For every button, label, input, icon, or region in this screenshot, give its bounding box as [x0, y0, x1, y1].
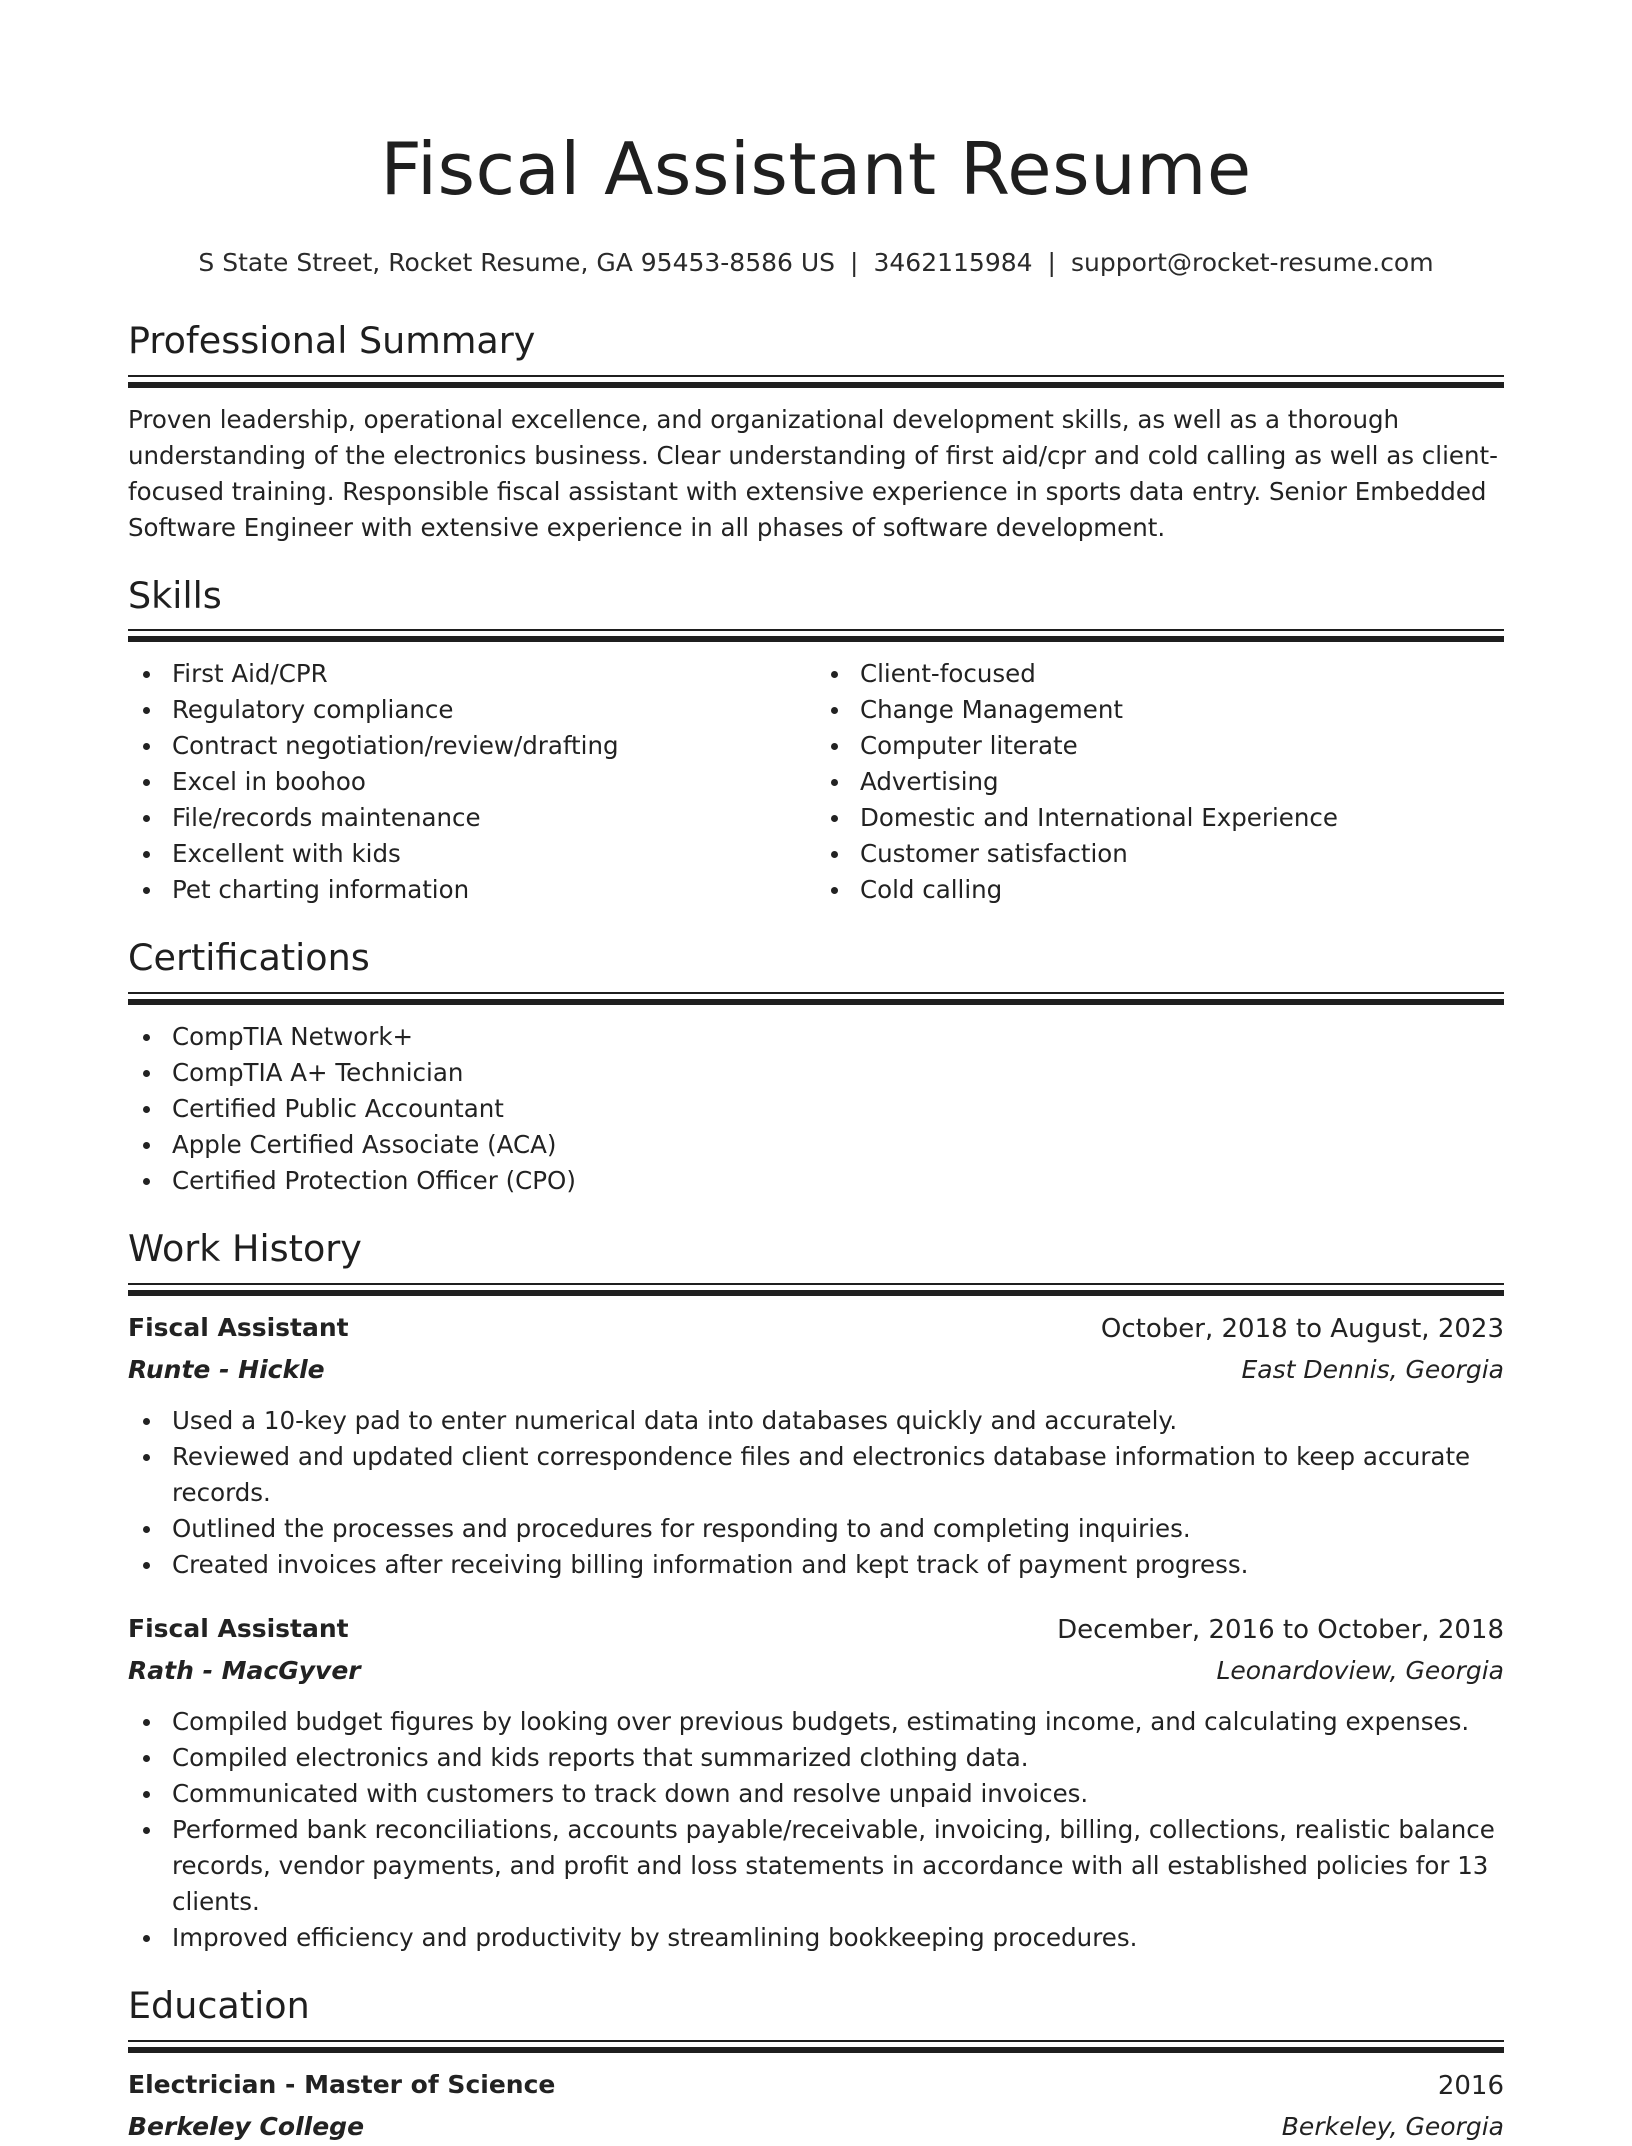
skill-item: Computer literate — [816, 728, 1504, 764]
skills-list-right — [816, 656, 1504, 908]
job-bullet: Compiled electronics and kids reports that summarized clothing data. — [128, 1740, 1504, 1776]
job-bullet: Outlined the processes and procedures for responding to and completing inquiries. — [128, 1511, 1504, 1547]
summary-section — [128, 319, 1504, 546]
section-heading-summary: Professional Summary — [128, 318, 536, 362]
section-rule — [128, 1283, 1504, 1296]
certification-item: CompTIA Network+ — [128, 1019, 1504, 1055]
contact-separator: | — [850, 248, 859, 277]
job-bullet: Reviewed and updated client correspondence files and electronics database information to keep accurate records. — [128, 1439, 1504, 1511]
skills-section — [128, 574, 1504, 909]
job-header — [128, 1310, 1504, 1348]
job-bullets — [128, 1704, 1504, 1956]
job-bullet: Performed bank reconciliations, accounts payable/receivable, invoicing, billing, collections, realistic balance records, vendor payments, and profit and loss statements in accordance with all established policies for 13 clients. — [128, 1812, 1504, 1920]
job-bullet: Created invoices after receiving billing information and kept track of payment progress. — [128, 1547, 1504, 1583]
resume-title: Fiscal Assistant Resume — [380, 127, 1252, 211]
education-location: Berkeley, Georgia — [1281, 2111, 1504, 2141]
skill-item: Client-focused — [816, 656, 1504, 692]
contact-phone: 3462115984 — [873, 248, 1033, 277]
job-entry — [128, 1310, 1504, 1583]
job-bullet: Compiled budget figures by looking over previous budgets, estimating income, and calculating expenses. — [128, 1704, 1504, 1740]
skill-item: Excellent with kids — [128, 836, 816, 872]
skill-item: File/records maintenance — [128, 800, 816, 836]
skill-item: Cold calling — [816, 872, 1504, 908]
job-title: Fiscal Assistant — [128, 1312, 349, 1342]
skill-item: Excel in boohoo — [128, 764, 816, 800]
skill-item: Advertising — [816, 764, 1504, 800]
job-entry — [128, 1611, 1504, 1956]
certification-item: CompTIA A+ Technician — [128, 1055, 1504, 1091]
contact-email: support@rocket-resume.com — [1070, 248, 1434, 277]
contact-line — [128, 245, 1504, 282]
skill-item: Contract negotiation/review/drafting — [128, 728, 816, 764]
education-entry — [128, 2067, 1504, 2146]
section-rule — [128, 375, 1504, 388]
job-location: Leonardoview, Georgia — [1216, 1656, 1504, 1686]
contact-address: S State Street, Rocket Resume, GA 95453-8586 US — [198, 248, 836, 277]
section-rule — [128, 2040, 1504, 2053]
section-heading-skills: Skills — [128, 573, 222, 617]
job-title: Fiscal Assistant — [128, 1613, 349, 1643]
section-heading-education: Education — [128, 1983, 310, 2027]
job-dates: October, 2018 to August, 2023 — [1100, 1313, 1504, 1344]
certifications-section — [128, 936, 1504, 1199]
skill-item: Regulatory compliance — [128, 692, 816, 728]
skill-item: Change Management — [816, 692, 1504, 728]
education-section — [128, 1984, 1504, 2146]
job-company: Runte - Hickle — [128, 1355, 325, 1385]
education-header — [128, 2067, 1504, 2105]
job-location: East Dennis, Georgia — [1241, 1355, 1504, 1385]
work-history-section — [128, 1227, 1504, 1956]
education-subheader — [128, 2109, 1504, 2146]
job-bullet: Communicated with customers to track down and resolve unpaid invoices. — [128, 1776, 1504, 1812]
summary-text: Proven leadership, operational excellence, and organizational development skills, as well as a thorough understanding of the electronics business. Clear understanding of first aid/cpr and cold calling as well as client-focused training. Responsible fiscal assistant with extensive experience in sports data entry. Senior Embedded Software Engineer with extensive experience in all phases of software development. — [128, 404, 1498, 542]
section-heading-work-history: Work History — [128, 1227, 362, 1271]
job-dates: December, 2016 to October, 2018 — [1057, 1614, 1504, 1645]
skills-columns — [128, 656, 1504, 908]
skill-item: Domestic and International Experience — [816, 800, 1504, 836]
education-degree: Electrician - Master of Science — [128, 2069, 556, 2099]
skill-item: Customer satisfaction — [816, 836, 1504, 872]
section-heading-certifications: Certifications — [128, 936, 370, 980]
skill-item: Pet charting information — [128, 872, 816, 908]
job-company: Rath - MacGyver — [128, 1656, 361, 1686]
skills-list-left — [128, 656, 816, 908]
job-subheader — [128, 1653, 1504, 1690]
certifications-list — [128, 1019, 1504, 1199]
education-year: 2016 — [1437, 2070, 1504, 2101]
job-header — [128, 1611, 1504, 1649]
section-rule — [128, 629, 1504, 642]
section-rule — [128, 992, 1504, 1005]
job-bullet: Improved efficiency and productivity by streamlining bookkeeping procedures. — [128, 1920, 1504, 1956]
certification-item: Apple Certified Associate (ACA) — [128, 1127, 1504, 1163]
job-bullet: Used a 10-key pad to enter numerical data into databases quickly and accurately. — [128, 1403, 1504, 1439]
skill-item: First Aid/CPR — [128, 656, 816, 692]
education-school: Berkeley College — [128, 2111, 365, 2141]
certification-item: Certified Public Accountant — [128, 1091, 1504, 1127]
job-bullets — [128, 1403, 1504, 1583]
job-subheader — [128, 1352, 1504, 1389]
contact-separator: | — [1047, 248, 1056, 277]
certification-item: Certified Protection Officer (CPO) — [128, 1163, 1504, 1199]
